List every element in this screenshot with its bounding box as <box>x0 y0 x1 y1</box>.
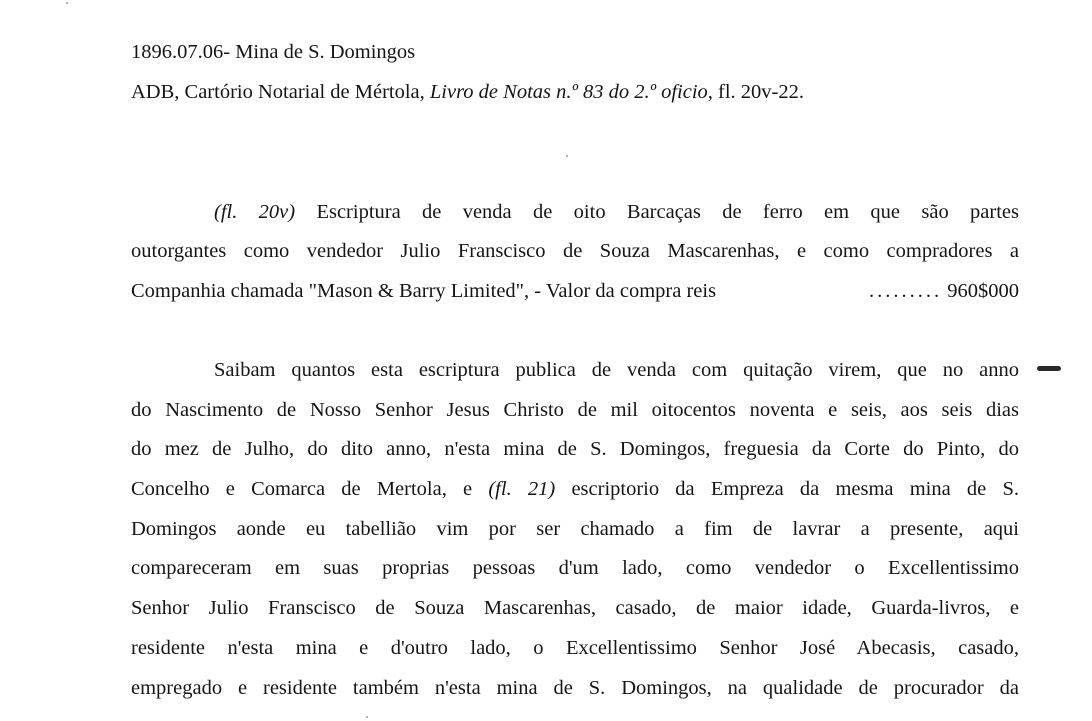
purchase-amount: 960$000 <box>947 280 1019 302</box>
source-reference <box>131 80 804 104</box>
source-suffix: , fl. 20v-22. <box>707 81 805 103</box>
body-line-9: empregado e residente também n'esta mina de S. Domingos, na qualidade de procurador da <box>131 677 1019 699</box>
body-line-6: compareceram em suas proprias pessoas d'um lado, como vendedor o Excellentissimo <box>131 557 1019 579</box>
scan-speck <box>66 2 68 4</box>
scan-speck <box>566 155 568 157</box>
source-prefix: ADB, Cartório Notarial de Mértola, <box>131 81 430 103</box>
leader-dots: ......... <box>869 280 943 302</box>
folio-ref-20v: (fl. 20v) <box>214 201 296 223</box>
margin-mark <box>1037 366 1061 371</box>
document-title <box>131 40 415 64</box>
source-book: Livro de Notas n.º 83 do 2.º oficio <box>429 81 708 103</box>
body-line-5: Domingos aonde eu tabellião vim por ser chamado a fim de lavrar a presente, aqui <box>131 518 1019 540</box>
body-line-4: Concelho e Comarca de Mertola, e (fl. 21) escriptorio da Empreza da mesma mina de S. <box>131 478 1020 500</box>
summary-text-1: Escriptura de venda de oito Barcaças de ferro em que são partes <box>295 201 1019 223</box>
purchase-value <box>869 279 1019 303</box>
folio-ref-21: (fl. 21) <box>488 478 556 500</box>
body-line-8: residente n'esta mina e d'outro lado, o Excellentissimo Senhor José Abecasis, casado, <box>131 637 1019 659</box>
scan-speck <box>366 716 368 718</box>
body-line-7: Senhor Julio Franscisco de Souza Mascarenhas, casado, de maior idade, Guarda-livros, e <box>131 597 1019 619</box>
date-title: 1896.07.06- Mina de S. Domingos <box>131 41 416 63</box>
summary-line-2: outorgantes como vendedor Julio Franscisco de Souza Mascarenhas, e como compradores a <box>131 240 1019 262</box>
summary-text-3: Companhia chamada "Mason & Barry Limited", - Valor da compra reis <box>131 280 717 302</box>
body-line-3: do mez de Julho, do dito anno, n'esta mina de S. Domingos, freguesia da Corte do Pinto, do <box>131 438 1019 460</box>
summary-line-1 <box>214 200 1019 224</box>
summary-line-3 <box>131 279 1019 303</box>
body-line-2: do Nascimento de Nosso Senhor Jesus Christo de mil oitocentos noventa e seis, aos seis dias <box>131 399 1019 421</box>
body-line-1: Saibam quantos esta escriptura publica de venda com quitação virem, que no anno <box>214 359 1019 381</box>
